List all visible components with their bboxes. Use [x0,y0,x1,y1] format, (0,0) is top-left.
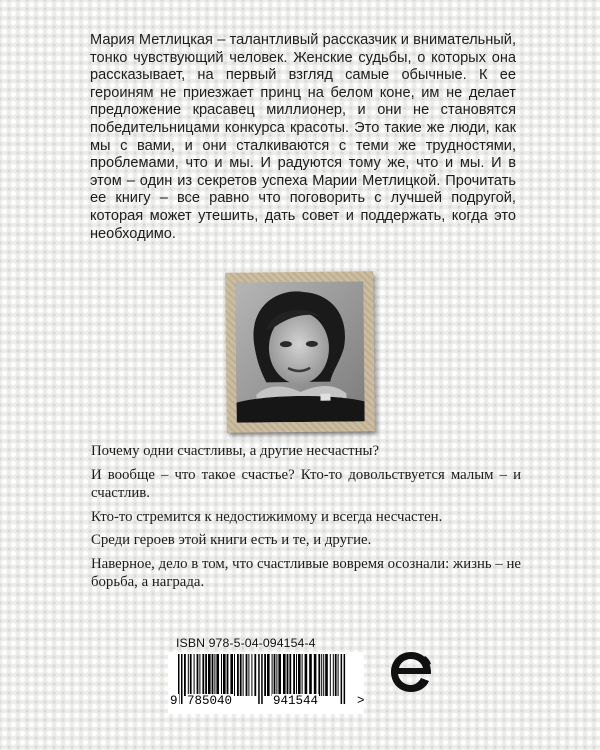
barcode-bar [202,654,204,696]
barcode-digits-right: 941544 [273,694,319,708]
barcode-bar [335,654,337,696]
barcode-bar [289,654,291,696]
isbn-label: ISBN 978-5-04-094154-4 [176,636,316,650]
barcode-bar [302,654,303,696]
author-photo [235,281,364,422]
barcode-bar [194,654,195,696]
barcode-bar [190,654,192,696]
barcode-bar [309,654,312,696]
barcode-bar [240,654,242,696]
barcode-bar [197,654,199,696]
barcode-bar [321,654,322,696]
barcode-bar [333,654,334,696]
author-description: Мария Метлицкая – талантливый рассказчик и внимательный, тонко чувствующий человек. Женские судьбы, о которых она рассказывает, на первый взгляд самые обычные. К ее героиням не приезжает принц на белом коне, им не делает предложение красавец миллионер, и они не становятся победительницами конкурса красоты. Это такие же люди, как мы с вами, и они сталкиваются с теми же трудностями, проблемами, что и мы. И радуются тому же, что и мы. И в этом – один из секретов успеха Марии Метлицкой. Прочитать ее книгу – все равно что поговорить с лучшей подругой, которая может утешить, дать совет и поддержать, когда это необходимо. [90,32,516,242]
barcode-bar [243,654,244,696]
barcode-bar [237,654,239,696]
barcode-bar [283,654,286,696]
barcode-bar [272,654,273,696]
barcode-bar [216,654,219,696]
blurb-quote [91,442,521,597]
barcode-bar [298,654,301,696]
barcode-bar [267,654,270,696]
barcode-bar [274,654,276,696]
barcode-bar [287,654,289,696]
barcode-digit-first: 9 [170,694,178,708]
barcode-bar [276,654,277,696]
barcode-bar [254,654,256,696]
barcode-bar [338,654,339,696]
barcode-bar [205,654,207,696]
barcode-bar [296,654,297,696]
publisher-e-logo-icon [387,648,435,696]
quote-line: И вообще – что такое счастье? Кто-то довольствуется малым – и счастлив. [91,466,521,501]
barcode-digit-end: > [357,694,365,708]
barcode-bar [293,654,295,696]
barcode-bar [318,654,320,696]
barcode-bar [264,654,266,696]
barcode-bar [251,654,252,696]
barcode-bar [248,654,249,696]
barcode-bar [278,654,281,696]
author-photo-frame [225,271,375,433]
barcode-bar [314,654,317,696]
barcode-bar [323,654,324,696]
barcode-bar [188,654,189,696]
quote-line: Почему одни счастливы, а другие несчастны? [91,443,380,459]
barcode-digits-left: 785040 [187,694,233,708]
barcode-bar [330,654,331,696]
barcode-bar [227,654,229,696]
barcode-bar [223,654,226,696]
quote-line: Среди героев этой книги есть и те, и другие. [91,532,372,548]
barcode-bar [305,654,308,696]
barcode-digits [172,692,368,710]
barcode-bar [184,654,186,696]
quote-line: Наверное, дело в том, что счастливые вовремя осознали: жизнь – не борьба, а награда. [91,555,521,590]
barcode-bar [230,654,233,696]
barcode-bar [325,654,328,696]
barcode-bar [212,654,214,696]
barcode-bar [208,654,211,696]
quote-line: Кто-то стремится к недостижимому и всегда несчастен. [91,508,443,525]
barcode-bar [221,654,222,696]
barcode-bar [234,654,235,696]
barcode-bar [199,654,200,696]
barcode-bar [214,654,215,696]
barcode-bar [246,654,248,696]
